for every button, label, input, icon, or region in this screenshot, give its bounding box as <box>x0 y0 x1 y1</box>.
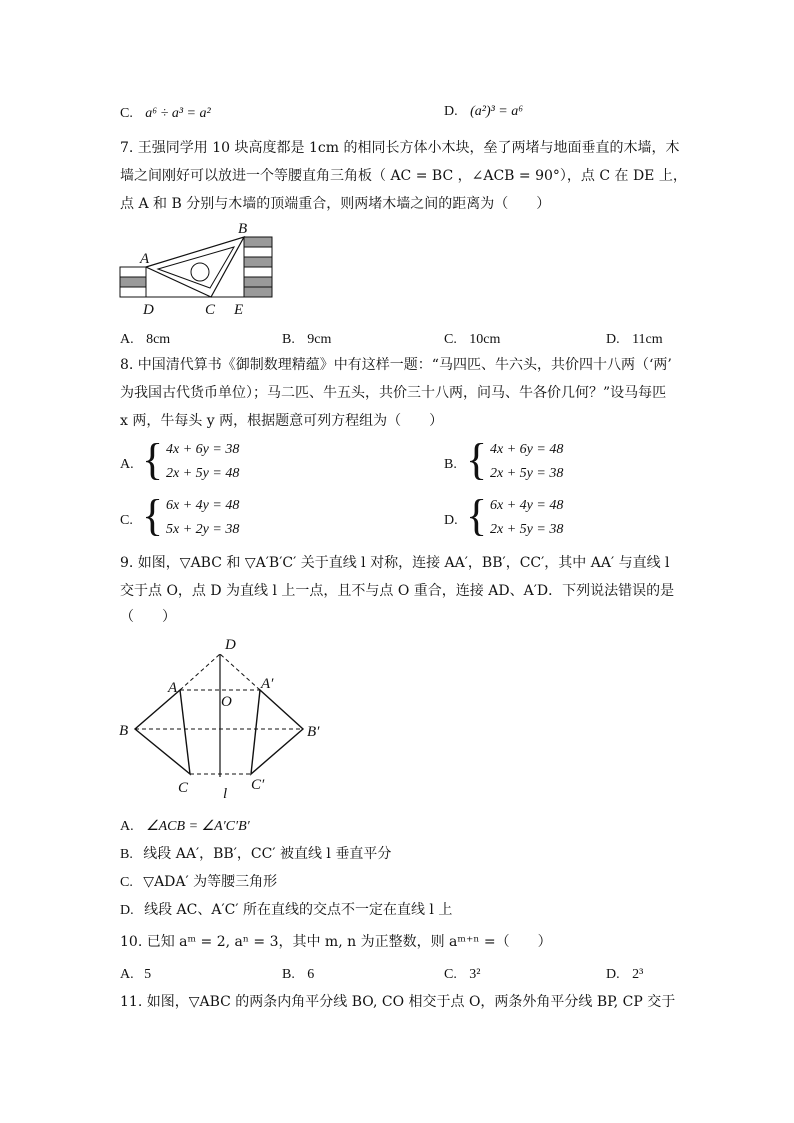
q8-option-c-eq2: 5x + 2y = 38 <box>166 522 240 537</box>
triangle-a2b2c2 <box>251 690 303 774</box>
q6-option-c <box>120 104 211 123</box>
triangle-hole <box>191 263 209 281</box>
label-o: O <box>221 694 232 710</box>
label-c: C <box>205 302 216 318</box>
q10-option-c: C. 3² <box>444 967 481 982</box>
q9-option-a: A. ∠ACB = ∠A′C′B′ <box>120 819 250 834</box>
q8-option-b-brace: { <box>466 435 488 484</box>
q8-option-c-eq1: 6x + 4y = 48 <box>166 498 240 513</box>
q8-option-a-eq1: 4x + 6y = 38 <box>166 442 240 457</box>
q9-stem-line3: （ ） <box>120 609 176 625</box>
left-wood-wall <box>120 267 146 297</box>
q10-option-a: A. 5 <box>120 967 152 982</box>
q8-option-c-brace: { <box>142 491 164 540</box>
label-c-prime: C′ <box>251 777 265 793</box>
q7-stem-line2: 墙之间刚好可以放进一个等腰直角三角板（ AC = BC ，∠ACB = 90°），点 C 在 DE 上， <box>120 168 687 184</box>
q9-stem-line1: 9. 如图，▽ABC 和 ▽A′B′C′ 关于直线 l 对称，连接 AA′，BB′，CC′，其中 AA′ 与直线 l <box>120 555 670 571</box>
right-wood-wall <box>244 237 272 297</box>
label-b: B <box>238 221 248 237</box>
label-a: A <box>140 251 150 267</box>
triangle-abc <box>146 237 244 297</box>
q7-option-a: A. 8cm <box>120 332 171 347</box>
label-a-prime: A′ <box>261 676 274 692</box>
q8-option-c-label: C. <box>120 513 133 528</box>
q8-option-a-label: A. <box>120 457 134 472</box>
q8-option-d-eq1: 6x + 4y = 48 <box>490 498 564 513</box>
q10-option-b: B. 6 <box>282 967 315 982</box>
q7-figure <box>118 220 278 320</box>
q10-stem-line1: 10. 已知 aᵐ = 2, aⁿ = 3，其中 m, n 为正整数，则 aᵐ⁺ⁿ =（ ） <box>120 934 552 950</box>
q7-option-d: D. 11cm <box>606 332 663 347</box>
q8-option-b-eq1: 4x + 6y = 48 <box>490 442 564 457</box>
q9-option-c: C. ▽ADA′ 为等腰三角形 <box>120 874 278 890</box>
option-label: C. <box>120 106 133 121</box>
q7-stem-line3: 点 A 和 B 分别与木墙的顶端重合，则两堵木墙之间的距离为（ ） <box>120 196 551 212</box>
label-c: C <box>178 780 189 796</box>
q8-stem-line1: 8. 中国清代算书《御制数理精蕴》中有这样一题：“马四匹、牛六头，共价四十八两（‘两’ <box>120 357 672 373</box>
segment-ad <box>180 654 220 690</box>
q9-option-d: D. 线段 AC、A′C′ 所在直线的交点不一定在直线 l 上 <box>120 902 453 918</box>
q8-stem-line2: 为我国古代货币单位）；马二匹、牛五头，共价三十八两，问马、牛各价几何？”设马每匹 <box>120 385 667 401</box>
q10-option-d: D. 2³ <box>606 967 644 982</box>
segment-a2d <box>220 654 260 690</box>
q7-option-c: C. 10cm <box>444 332 501 347</box>
q8-option-a-eq2: 2x + 5y = 48 <box>166 466 240 481</box>
q9-figure <box>115 632 335 802</box>
q8-option-d-label: D. <box>444 513 458 528</box>
q8-option-d-eq2: 2x + 5y = 38 <box>490 522 564 537</box>
q8-stem-line3: x 两，牛每头 y 两，根据题意可列方程组为（ ） <box>120 413 444 429</box>
q9-option-b: B. 线段 AA′，BB′，CC′ 被直线 l 垂直平分 <box>120 846 392 862</box>
q9-stem-line2: 交于点 O，点 D 为直线 l 上一点，且不与点 O 重合，连接 AD、A′D．下列说法错误的是 <box>120 583 675 599</box>
option-label: D. <box>444 104 458 119</box>
q6-option-d <box>444 102 523 121</box>
label-a: A <box>168 680 178 696</box>
label-d: D <box>225 637 236 653</box>
triangle-inner <box>158 247 234 288</box>
label-d: D <box>143 302 154 318</box>
q8-option-b-label: B. <box>444 457 457 472</box>
label-e: E <box>234 302 244 318</box>
q8-option-d-brace: { <box>466 491 488 540</box>
q7-stem-line1: 7. 王强同学用 10 块高度都是 1cm 的相同长方体小木块，垒了两堵与地面垂直的木墙，木 <box>120 140 680 156</box>
label-b: B <box>119 723 129 739</box>
option-expr: a⁶ ÷ a³ = a² <box>145 106 211 121</box>
triangle-abc <box>135 690 190 774</box>
q11-stem-line1: 11. 如图，▽ABC 的两条内角平分线 BO, CO 相交于点 O，两条外角平分线 BP, CP 交于 <box>120 994 676 1010</box>
q8-option-a-brace: { <box>142 435 164 484</box>
q8-option-b-eq2: 2x + 5y = 38 <box>490 466 564 481</box>
label-l: l <box>223 786 228 802</box>
q7-option-b: B. 9cm <box>282 332 332 347</box>
label-b-prime: B′ <box>307 724 320 740</box>
option-expr: (a²)³ = a⁶ <box>470 104 524 119</box>
